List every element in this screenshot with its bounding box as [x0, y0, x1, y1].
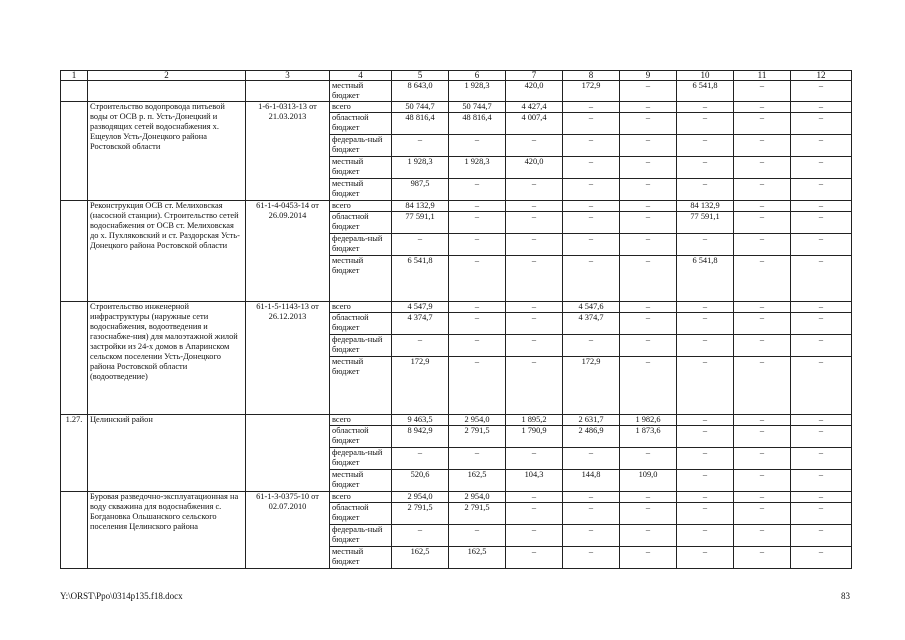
- funding-source: местный бюджет: [330, 179, 392, 201]
- amount-cell: –: [791, 503, 852, 525]
- amount-cell: –: [392, 135, 449, 157]
- amount-cell: –: [734, 212, 791, 234]
- amount-cell: –: [791, 415, 852, 426]
- funding-source: всего: [330, 302, 392, 313]
- amount-cell: –: [791, 102, 852, 113]
- column-number-1: 1: [61, 71, 88, 81]
- amount-cell: –: [791, 335, 852, 357]
- amount-cell: –: [506, 256, 563, 302]
- amount-cell: 144,8: [563, 470, 620, 492]
- amount-cell: –: [449, 525, 506, 547]
- amount-cell: –: [506, 313, 563, 335]
- column-number-10: 10: [677, 71, 734, 81]
- amount-cell: 172,9: [392, 357, 449, 415]
- funding-source: областной бюджет: [330, 503, 392, 525]
- amount-cell: –: [620, 357, 677, 415]
- amount-cell: –: [734, 302, 791, 313]
- amount-cell: –: [677, 157, 734, 179]
- amount-cell: –: [791, 256, 852, 302]
- table-row: [61, 492, 852, 503]
- funding-source: местный бюджет: [330, 81, 392, 102]
- column-number-7: 7: [506, 71, 563, 81]
- funding-source: областной бюджет: [330, 426, 392, 448]
- object-name: [88, 81, 246, 102]
- object-name: Строительство водопровода питьевой воды от ОСВ р. п. Усть-Донецкий и разводящих сетей водоснабжения х. Ещеулов Усть-Донецкого района Ростовской области: [88, 102, 246, 201]
- amount-cell: –: [734, 426, 791, 448]
- amount-cell: –: [449, 313, 506, 335]
- amount-cell: –: [563, 113, 620, 135]
- amount-cell: –: [449, 357, 506, 415]
- table-body: [61, 71, 852, 569]
- amount-cell: 1 895,2: [506, 415, 563, 426]
- amount-cell: 4 547,9: [392, 302, 449, 313]
- amount-cell: 77 591,1: [392, 212, 449, 234]
- amount-cell: –: [506, 179, 563, 201]
- amount-cell: –: [506, 503, 563, 525]
- funding-source: федераль-ный бюджет: [330, 135, 392, 157]
- item-number: [61, 201, 88, 302]
- amount-cell: –: [677, 547, 734, 569]
- amount-cell: –: [449, 302, 506, 313]
- file-path: Y:\ORST\Ppo\0314p135.f18.docx: [60, 591, 183, 601]
- item-number: [61, 492, 88, 569]
- amount-cell: –: [734, 313, 791, 335]
- amount-cell: –: [677, 313, 734, 335]
- column-number-6: 6: [449, 71, 506, 81]
- registration-number: 1-6-1-0313-13 от 21.03.2013: [246, 102, 330, 201]
- amount-cell: –: [791, 470, 852, 492]
- funding-source: федераль-ный бюджет: [330, 448, 392, 470]
- amount-cell: –: [791, 157, 852, 179]
- amount-cell: –: [791, 426, 852, 448]
- amount-cell: 2 954,0: [392, 492, 449, 503]
- amount-cell: 48 816,4: [449, 113, 506, 135]
- amount-cell: 4 374,7: [563, 313, 620, 335]
- amount-cell: –: [620, 503, 677, 525]
- amount-cell: –: [734, 102, 791, 113]
- amount-cell: –: [620, 201, 677, 212]
- amount-cell: 2 791,5: [449, 426, 506, 448]
- funding-source: местный бюджет: [330, 357, 392, 415]
- amount-cell: –: [734, 135, 791, 157]
- amount-cell: –: [449, 201, 506, 212]
- amount-cell: 1 982,6: [620, 415, 677, 426]
- amount-cell: 4 007,4: [506, 113, 563, 135]
- amount-cell: 172,9: [563, 357, 620, 415]
- amount-cell: –: [791, 357, 852, 415]
- amount-cell: –: [734, 256, 791, 302]
- item-number: 1.27.: [61, 415, 88, 492]
- amount-cell: –: [506, 525, 563, 547]
- amount-cell: –: [449, 179, 506, 201]
- amount-cell: –: [734, 503, 791, 525]
- amount-cell: –: [563, 157, 620, 179]
- amount-cell: –: [791, 313, 852, 335]
- registration-number: [246, 415, 330, 492]
- amount-cell: –: [791, 302, 852, 313]
- amount-cell: –: [620, 212, 677, 234]
- amount-cell: 520,6: [392, 470, 449, 492]
- amount-cell: –: [734, 470, 791, 492]
- table-row: [61, 302, 852, 313]
- amount-cell: 8 643,0: [392, 81, 449, 102]
- amount-cell: 6 541,8: [392, 256, 449, 302]
- amount-cell: –: [677, 113, 734, 135]
- amount-cell: –: [620, 525, 677, 547]
- amount-cell: –: [677, 448, 734, 470]
- amount-cell: –: [620, 157, 677, 179]
- amount-cell: –: [734, 357, 791, 415]
- table-row: [61, 102, 852, 113]
- amount-cell: –: [734, 415, 791, 426]
- amount-cell: –: [677, 426, 734, 448]
- amount-cell: –: [677, 102, 734, 113]
- amount-cell: 8 942,9: [392, 426, 449, 448]
- amount-cell: –: [677, 415, 734, 426]
- object-name: Строительство инженерной инфраструктуры (наружные сети водоснабжения, водоотведения и газоснабже-ния) для малоэтажной жилой застройки из 24-х домов в Апаринском сельском поселении Усть-Донецкого района Ростовской области (водоотведение): [88, 302, 246, 415]
- column-number-row: [61, 71, 852, 81]
- amount-cell: 48 816,4: [392, 113, 449, 135]
- amount-cell: 987,5: [392, 179, 449, 201]
- column-number-9: 9: [620, 71, 677, 81]
- amount-cell: 50 744,7: [449, 102, 506, 113]
- amount-cell: –: [791, 201, 852, 212]
- funding-source: федераль-ный бюджет: [330, 234, 392, 256]
- funding-source: всего: [330, 492, 392, 503]
- amount-cell: –: [620, 448, 677, 470]
- amount-cell: 2 486,9: [563, 426, 620, 448]
- amount-cell: 2 954,0: [449, 492, 506, 503]
- amount-cell: –: [563, 492, 620, 503]
- item-number: [61, 81, 88, 102]
- amount-cell: 1 873,6: [620, 426, 677, 448]
- object-name: Буровая разведочно-эксплуатационная на воду скважина для водоснабжения с. Богдановка Ольшанского сельского поселения Целинского района: [88, 492, 246, 569]
- amount-cell: –: [677, 470, 734, 492]
- amount-cell: –: [506, 547, 563, 569]
- amount-cell: 172,9: [563, 81, 620, 102]
- amount-cell: –: [563, 448, 620, 470]
- funding-source: всего: [330, 201, 392, 212]
- amount-cell: –: [791, 81, 852, 102]
- funding-source: федераль-ный бюджет: [330, 525, 392, 547]
- registration-number: [246, 81, 330, 102]
- funding-source: областной бюджет: [330, 313, 392, 335]
- amount-cell: –: [506, 201, 563, 212]
- amount-cell: 84 132,9: [392, 201, 449, 212]
- column-number-2: 2: [88, 71, 246, 81]
- amount-cell: –: [734, 525, 791, 547]
- amount-cell: –: [449, 335, 506, 357]
- amount-cell: –: [734, 547, 791, 569]
- amount-cell: –: [449, 448, 506, 470]
- item-number: [61, 102, 88, 201]
- amount-cell: 77 591,1: [677, 212, 734, 234]
- column-number-11: 11: [734, 71, 791, 81]
- funding-source: федераль-ный бюджет: [330, 335, 392, 357]
- amount-cell: –: [677, 335, 734, 357]
- amount-cell: –: [449, 234, 506, 256]
- item-number: [61, 302, 88, 415]
- amount-cell: –: [620, 102, 677, 113]
- object-name: Целинский район: [88, 415, 246, 492]
- column-number-12: 12: [791, 71, 852, 81]
- amount-cell: 1 928,3: [449, 157, 506, 179]
- amount-cell: –: [563, 547, 620, 569]
- amount-cell: –: [791, 492, 852, 503]
- amount-cell: –: [506, 135, 563, 157]
- amount-cell: –: [506, 492, 563, 503]
- amount-cell: –: [449, 256, 506, 302]
- funding-source: местный бюджет: [330, 470, 392, 492]
- amount-cell: 50 744,7: [392, 102, 449, 113]
- funding-source: местный бюджет: [330, 256, 392, 302]
- funding-source: всего: [330, 102, 392, 113]
- amount-cell: –: [734, 179, 791, 201]
- amount-cell: 4 427,4: [506, 102, 563, 113]
- amount-cell: –: [506, 234, 563, 256]
- amount-cell: 2 791,5: [392, 503, 449, 525]
- amount-cell: 2 791,5: [449, 503, 506, 525]
- amount-cell: –: [620, 113, 677, 135]
- table-row: [61, 201, 852, 212]
- object-name: Реконструкция ОСВ ст. Мелиховская (насосной станции). Строительство сетей водоснабжения от ОСВ ст. Мелиховская до х. Пухляковский и ст. Раздорская Усть-Донецкого района Ростовской области: [88, 201, 246, 302]
- amount-cell: 1 928,3: [449, 81, 506, 102]
- amount-cell: –: [392, 448, 449, 470]
- amount-cell: –: [791, 547, 852, 569]
- amount-cell: –: [563, 102, 620, 113]
- amount-cell: 2 954,0: [449, 415, 506, 426]
- amount-cell: 4 547,6: [563, 302, 620, 313]
- amount-cell: –: [563, 525, 620, 547]
- amount-cell: –: [791, 135, 852, 157]
- amount-cell: –: [677, 234, 734, 256]
- registration-number: 61-1-4-0453-14 от 26.09.2014: [246, 201, 330, 302]
- amount-cell: –: [677, 503, 734, 525]
- amount-cell: 2 631,7: [563, 415, 620, 426]
- amount-cell: –: [791, 113, 852, 135]
- table-row: [61, 81, 852, 102]
- budget-table: [60, 70, 852, 569]
- amount-cell: –: [563, 503, 620, 525]
- amount-cell: –: [506, 335, 563, 357]
- amount-cell: 162,5: [392, 547, 449, 569]
- registration-number: 61-1-3-0375-10 от 02.07.2010: [246, 492, 330, 569]
- amount-cell: –: [563, 234, 620, 256]
- amount-cell: 420,0: [506, 157, 563, 179]
- amount-cell: –: [506, 357, 563, 415]
- page-number: 83: [841, 591, 850, 601]
- amount-cell: –: [620, 81, 677, 102]
- column-number-4: 4: [330, 71, 392, 81]
- amount-cell: –: [506, 212, 563, 234]
- amount-cell: –: [620, 547, 677, 569]
- amount-cell: –: [620, 335, 677, 357]
- amount-cell: –: [734, 113, 791, 135]
- amount-cell: –: [620, 234, 677, 256]
- amount-cell: –: [677, 357, 734, 415]
- amount-cell: –: [563, 335, 620, 357]
- amount-cell: 162,5: [449, 470, 506, 492]
- amount-cell: –: [449, 212, 506, 234]
- amount-cell: –: [620, 313, 677, 335]
- funding-source: всего: [330, 415, 392, 426]
- amount-cell: –: [392, 335, 449, 357]
- amount-cell: –: [677, 135, 734, 157]
- amount-cell: –: [791, 448, 852, 470]
- amount-cell: 9 463,5: [392, 415, 449, 426]
- amount-cell: 84 132,9: [677, 201, 734, 212]
- column-number-5: 5: [392, 71, 449, 81]
- column-number-8: 8: [563, 71, 620, 81]
- amount-cell: 1 790,9: [506, 426, 563, 448]
- amount-cell: –: [677, 179, 734, 201]
- amount-cell: –: [563, 179, 620, 201]
- amount-cell: 6 541,8: [677, 256, 734, 302]
- amount-cell: –: [734, 81, 791, 102]
- amount-cell: –: [620, 302, 677, 313]
- amount-cell: –: [734, 234, 791, 256]
- amount-cell: –: [734, 448, 791, 470]
- amount-cell: –: [734, 157, 791, 179]
- amount-cell: –: [563, 135, 620, 157]
- amount-cell: –: [677, 302, 734, 313]
- amount-cell: –: [620, 256, 677, 302]
- amount-cell: –: [791, 179, 852, 201]
- amount-cell: –: [791, 525, 852, 547]
- amount-cell: 1 928,3: [392, 157, 449, 179]
- amount-cell: –: [791, 234, 852, 256]
- funding-source: областной бюджет: [330, 212, 392, 234]
- amount-cell: –: [791, 212, 852, 234]
- amount-cell: 162,5: [449, 547, 506, 569]
- funding-source: областной бюджет: [330, 113, 392, 135]
- funding-source: местный бюджет: [330, 547, 392, 569]
- amount-cell: –: [620, 179, 677, 201]
- amount-cell: –: [677, 525, 734, 547]
- amount-cell: 6 541,8: [677, 81, 734, 102]
- amount-cell: –: [506, 302, 563, 313]
- amount-cell: 104,3: [506, 470, 563, 492]
- amount-cell: 4 374,7: [392, 313, 449, 335]
- amount-cell: –: [563, 256, 620, 302]
- amount-cell: –: [620, 492, 677, 503]
- amount-cell: 109,0: [620, 470, 677, 492]
- amount-cell: –: [449, 135, 506, 157]
- amount-cell: 420,0: [506, 81, 563, 102]
- amount-cell: –: [734, 492, 791, 503]
- amount-cell: –: [392, 525, 449, 547]
- amount-cell: –: [677, 492, 734, 503]
- amount-cell: –: [734, 201, 791, 212]
- table-row: [61, 415, 852, 426]
- amount-cell: –: [563, 212, 620, 234]
- amount-cell: –: [734, 335, 791, 357]
- amount-cell: –: [563, 201, 620, 212]
- amount-cell: –: [392, 234, 449, 256]
- amount-cell: –: [506, 448, 563, 470]
- funding-source: местный бюджет: [330, 157, 392, 179]
- registration-number: 61-1-5-1143-13 от 26.12.2013: [246, 302, 330, 415]
- column-number-3: 3: [246, 71, 330, 81]
- amount-cell: –: [620, 135, 677, 157]
